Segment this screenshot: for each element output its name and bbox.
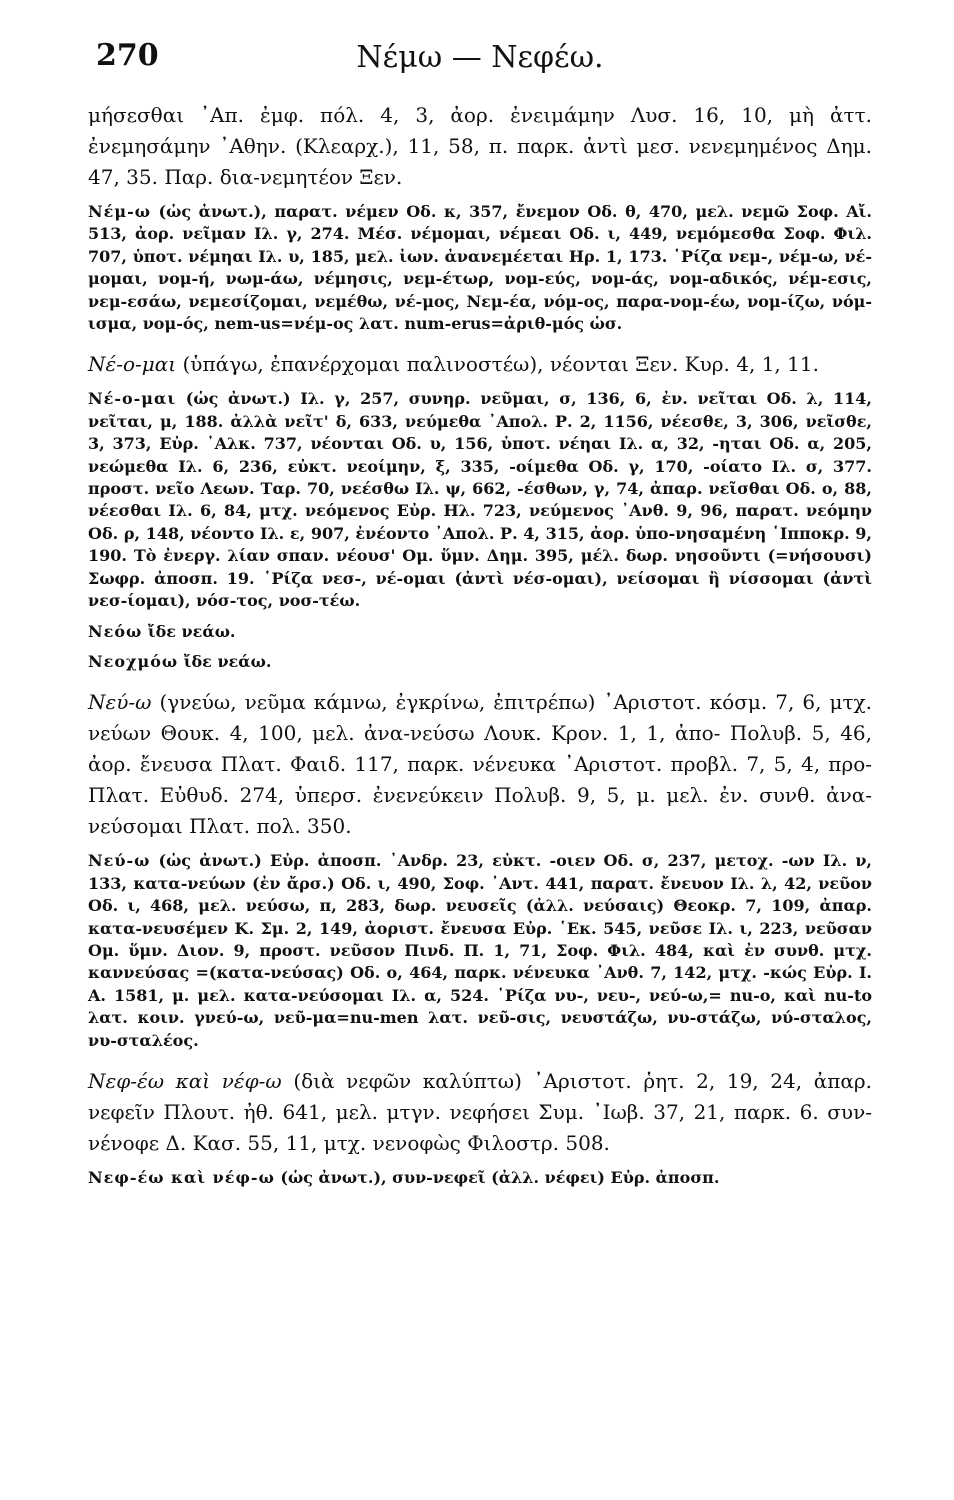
entry-cross-reference <box>88 651 872 673</box>
entry-lemma: Νεύ-ω <box>88 851 151 871</box>
entry-body <box>88 388 872 612</box>
entry-text: (γνεύω, νεῦμα κάμνω, ἐγκρίνω, ἐπιτρέπω) ᾿Αριστοτ. κόσμ. 7, 6, μτχ. νεύων Θουκ. 4, 100, μελ. ἀνα-νεύσω Λουκ. Κρον. 1, 1, ἀπο- Πολυβ. 5, 46, ἀορ. ἔνευσα Πλατ. Φαιδ. 117, παρκ. νένευκα ᾿Αριστοτ. προβλ. 7, 5, 4, προ- Πλατ. Εὐθυδ. 274, ὑπερσ. ἐνενεύκειν Πολυβ. 9, 5, μ. μελ. ἐν. συνθ. ἀνα-νεύσομαι Πλατ. πολ. 350. <box>88 690 872 839</box>
entry-body <box>88 1066 872 1159</box>
entry-lemma: Νεοχμόω <box>88 651 179 671</box>
entry-main <box>88 349 872 380</box>
entry-body <box>88 349 872 380</box>
entry-lemma: Νέ-ο-μαι <box>88 389 177 409</box>
entry-body <box>88 651 872 673</box>
entry-dialect <box>88 388 872 612</box>
page-header <box>88 38 872 100</box>
entry-main <box>88 687 872 842</box>
entry-body <box>88 201 872 335</box>
entry-lemma: Νεόω <box>88 621 143 641</box>
entry-text: (ὡς ἀνωτ.) Ιλ. γ, 257, συνηρ. νεῦμαι, σ, 136, 6, ἐν. νεῖται Οδ. λ, 114, νεῖται, μ, 188. ἀλλὰ νεῖτ' δ, 633, νεύμεθα ᾿Απολ. Ρ. 2, 1156, νέεσθε, 3, 306, νεῖσθε, 3, 373, Εὐρ. ᾿Αλκ. 737, νέονται Οδ. υ, 156, ὑποτ. νέηαι Ιλ. α, 32, -ηται Οδ. α, 205, νεώμεθα Ιλ. 6, 236, εὐκτ. νεοίμην, ξ, 335, -οίμεθα Οδ. γ, 170, -οίατο Ιλ. σ, 377. προστ. νεῖο Λεων. Ταρ. 70, νεέσθω Ιλ. ψ, 662, -έσθων, γ, 74, ἀπαρ. νεῖσθαι Οδ. ο, 88, νέεσθαι Ιλ. 6, 84, μτχ. νεόμενος Εὐρ. Ηλ. 723, νεύμενος ᾿Ανθ. 9, 96, παρατ. νεόμην Οδ. ρ, 148, νέοντο Ιλ. ε, 907, ἐνέοντο ᾿Απολ. Ρ. 4, 315, ἀορ. ὑπο-νησαμένη ῾Ιπποκρ. 9, 190. Τὸ ἐνεργ. λίαν σπαν. νέουσ' Ομ. ὕμν. Δημ. 395, μέλ. δωρ. νησοῦντι (=νήσουσι) Σωφρ. ἀποσπ. 19. ῾Ρίζα νεσ-, νέ-ομαι (ἀντὶ νέσ-ομαι), νείσομαι ἢ νίσσομαι (ἀντὶ νεσ-ίομαι), νόσ-τος, νοσ-τέω. <box>88 389 872 611</box>
entry-text: (ὑπάγω, ἐπανέρχομαι παλινοστέω), νέονται Ξεν. Κυρ. 4, 1, 11. <box>176 352 819 377</box>
entry-dialect <box>88 201 872 335</box>
entry-text: ἴδε νεάω. <box>178 651 272 671</box>
entry-body <box>88 850 872 1052</box>
running-title: Νέμω — Νεφέω. <box>356 40 604 75</box>
entry-lemma: Νεφ-έω καὶ νέφ-ω <box>88 1167 275 1187</box>
entry-text: (ὡς ἀνωτ.), συν-νεφεῖ (ἀλλ. νέφει) Εὐρ. ἀποσπ. <box>274 1167 720 1187</box>
entry-dialect <box>88 850 872 1052</box>
entry-lemma: Νεύ-ω <box>88 690 152 715</box>
entry-body <box>88 1167 872 1189</box>
entry-cross-reference <box>88 621 872 643</box>
entry-body <box>88 621 872 643</box>
entry-dialect <box>88 1167 872 1189</box>
entry-text: (διὰ νεφῶν καλύπτω) ᾿Αριστοτ. ῥητ. 2, 19, 24, ἀπαρ. νεφεῖν Πλουτ. ἠθ. 641, μελ. μτγν. νεφήσει Συμ. ᾿Ιωβ. 37, 21, παρκ. 6. συν-νένοφε Δ. Κασ. 55, 11, μτχ. νενοφὼς Φιλοστρ. 508. <box>88 1068 872 1155</box>
entry-continuation <box>88 100 872 193</box>
entry-body <box>88 687 872 842</box>
entry-lemma: Νεφ-έω καὶ νέφ-ω <box>88 1068 282 1093</box>
entry-lemma: Νέ-ο-μαι <box>88 352 177 377</box>
page-number: 270 <box>96 38 159 73</box>
entry-text: ἴδε νεάω. <box>142 621 236 641</box>
entry-main <box>88 1066 872 1159</box>
entry-body: μήσεσθαι ᾿Απ. ἐμφ. πόλ. 4, 3, ἀορ. ἐνειμάμην Λυσ. 16, 10, μὴ ἀττ. ἐνεμησάμην ᾿Αθην. (Κλεαρχ.), 11, 58, π. παρκ. ἀντὶ μεσ. νενεμημένος Δημ. 47, 35. Παρ. δια-νεμητέον Ξεν. <box>88 103 872 189</box>
entry-lemma: Νέμ-ω <box>88 202 151 221</box>
entry-text: (ὡς ἀνωτ.) Εὐρ. ἀποσπ. ᾿Ανδρ. 23, εὐκτ. -οιεν Οδ. σ, 237, μετοχ. -ων Ιλ. ν, 133, κατα-νεύων (ἐν ἄρσ.) Οδ. ι, 490, Σοφ. ᾿Αντ. 441, παρατ. ἔνευον Ιλ. λ, 42, νεῦον Οδ. ι, 468, μελ. νεύσω, π, 283, δωρ. νευσεῖς (ἀλλ. νεύσαις) Θεοκρ. 7, 109, ἀπαρ. κατα-νευσέμεν Κ. Σμ. 2, 149, ἀοριστ. ἔνευσα Εὐρ. ῾Εκ. 545, νεῦσε Ιλ. ι, 223, νεῦσαν Ομ. ὕμν. Διον. 9, προστ. νεῦσον Πινδ. Π. 1, 71, Σοφ. Φιλ. 484, καὶ ἐν συνθ. μτχ. καννεύσας =(κατα-νεύσας) Οδ. ο, 464, παρκ. νένευκα ᾿Ανθ. 7, 142, μτχ. -κώς Εὐρ. Ι. Α. 1581, μ. μελ. κατα-νεύσομαι Ιλ. α, 524. ῾Ρίζα νυ-, νευ-, νεύ-ω,= nu-o, καὶ nu-to λατ. κοιν. γνεύ-ω, νεῦ-μα=nu-men λατ. νεῦ-σις, νευστάζω, νυ-στάζω, νύ-σταλος, νυ-σταλέος. <box>88 851 872 1050</box>
entry-text: (ὡς ἀνωτ.), παρατ. νέμεν Οδ. κ, 357, ἔνεμον Οδ. θ, 470, μελ. νεμῶ Σοφ. Αἴ. 513, ἀορ. νεῖμαν Ιλ. γ, 274. Μέσ. νέμομαι, νέμεαι Οδ. ι, 449, νεμόμεσθα Σοφ. Φιλ. 707, ὑποτ. νέμηαι Ιλ. υ, 185, μελ. ἰων. ἀνανεμέεται Ηρ. 1, 173. ῾Ρίζα νεμ-, νέμ-ω, νέ-μομαι, νομ-ή, νωμ-άω, νέμησις, νεμ-έτωρ, νομ-εύς, νομ-άς, νομ-αδικός, νέμ-εσις, νεμ-εσάω, νεμεσίζομαι, νεμέθω, νέ-μος, Νεμ-έα, νόμ-ος, παρα-νομ-έω, νομ-ίζω, νόμ-ισμα, νομ-ός, nem-us=νέμ-ος λατ. num-erus=ἀριθ-μός ὡσ. <box>88 202 872 334</box>
